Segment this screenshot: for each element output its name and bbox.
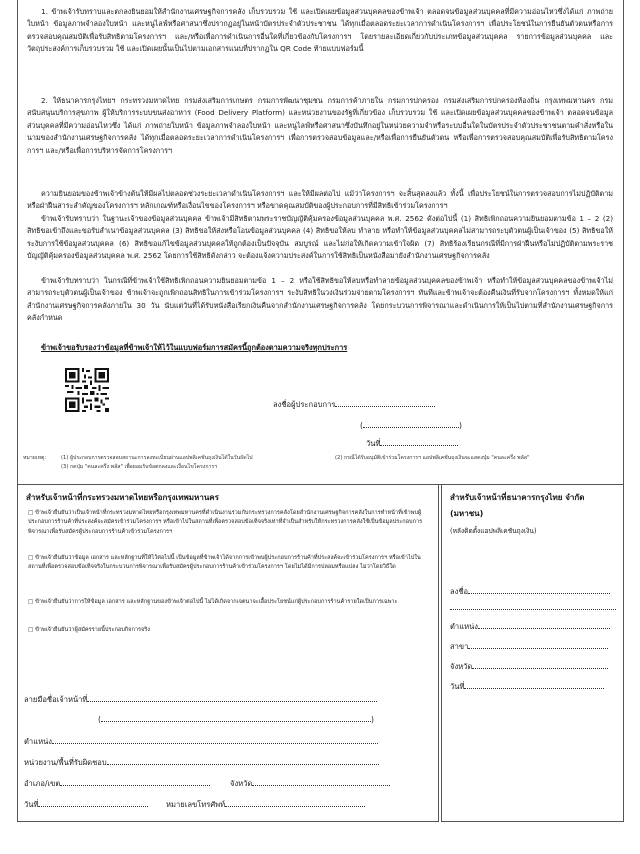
certification-statement: ข้าพเจ้าขอรับรองว่าข้อมูลที่ข้าพเจ้าให้ไว้ในแบบฟอร์มการสมัครนี้ถูกต้องตามความจริงทุกประการ bbox=[41, 343, 348, 352]
applicant-signature-label: ลงชื่อผู้ประกอบการ bbox=[273, 400, 336, 409]
qr-code-icon[interactable] bbox=[65, 368, 109, 412]
ministry-officer-section bbox=[17, 484, 439, 822]
ministry-phone-label: หมายเลขโทรศัพท์ bbox=[166, 800, 226, 809]
checkbox-icon[interactable]: □ bbox=[28, 555, 34, 561]
bank-signature-line[interactable] bbox=[450, 585, 610, 598]
consent-paragraph-2: 2. ให้ธนาคารกรุงไทยฯ กระทรวงมหาดไทย กรมส่งเสริมการเกษตร กรมการพัฒนาชุมชน กรมการค้าภายใน กรมการปกครอง กรมส่งเสริมการปกครองท้องถิ่น กรุงเทพมหานคร กรมสนับสนุนบริการสุขภาพ ผู้ให้บริการระบบขนส่งอาหาร (Food Delivery Platform) และหน่วยงานของรัฐที่เกี่ยวข้อง เก็บรวบรวม ใช้ และเปิดเผยข้อมูลส่วนบุคคลของข้าพเจ้า ตลอดจนข้อมูลส่วนบุคคลที่มีความอ่อนไหวซึ่ง ได้แก่ ภาพถ่ายใบหน้า ข้อมูลภาพจำลองใบหน้า และหนูไลฟ์หรือศาสนาซึ่งบันทึกอยู่ในหน่วยความจำหรือระบบอื่นใดในบัตรประจำตัวประชาชนตามคำสั่งหรือในนามของสำนักงานเศรษฐกิจการคลัง ได้ทุกเมื่อตลอดระยะเวลาการดำเนินโครงการฯ เพื่อการตรวจสอบข้อมูลและ/หรือเพื่อการยืนยันตัวตน หรือเพื่อการตรวจสอบคุณสมบัติเพื่อรับสิทธิตามโครงการฯ และ/หรือเพื่อการบริหารจัดการโครงการฯ bbox=[27, 96, 613, 155]
bank-position-label: ตำแหน่ง bbox=[450, 622, 478, 631]
ministry-agency-label: หน่วยงาน/พื้นที่รับผิดชอบ bbox=[24, 758, 107, 767]
bank-section-heading: สำหรับเจ้าหน้าที่ธนาคารกรุงไทย จำกัด bbox=[450, 493, 585, 502]
bank-officer-section bbox=[441, 484, 624, 822]
ministry-check-1[interactable]: □ ข้าพเจ้ายืนยันว่าเป็นเจ้าหน้าที่กระทรวงมหาดไทยหรือกรุงเทพมหานครที่ดำเนินงานร่วมกับกระทรวงการคลังโดยสำนักงานเศรษฐกิจการคลังในการทำหน้าที่เข้าพบผู้ประกอบการร้านค้าที่ประสงค์จะสมัครเข้าร่วมโครงการฯ หรือเข้าไปในสถานที่เพื่อตรวจสอบข้อเท็จจริงเท่าที่จำเป็นสำหรับให้กระทรวงการคลังใช้เป็นข้อมูลประกอบการพิจารณาเพื่อรับสมัครผู้ประกอบการร้านค้าเข้าร่วมโครงการฯ bbox=[28, 510, 423, 535]
notes-label: หมายเหตุ: bbox=[23, 455, 47, 461]
bank-date-label: วันที่ bbox=[450, 682, 465, 691]
ministry-position-line[interactable] bbox=[24, 735, 378, 748]
bank-date-line[interactable] bbox=[450, 680, 604, 693]
ministry-district-label: อำเภอ/เขต bbox=[24, 779, 61, 788]
applicant-signature-line[interactable] bbox=[273, 398, 435, 411]
consent-paragraph-3: ความยินยอมของข้าพเจ้าข้างต้นให้มีผลไปตลอดช่วงระยะเวลาดำเนินโครงการฯ และให้มีผลต่อไป แม้ว่าโครงการฯ จะสิ้นสุดลงแล้ว ทั้งนี้ เพื่อประโยชน์ในการตรวจสอบการไม่ปฏิบัติตามหรือฝ่าฝืนสาระสำคัญของโครงการฯ หลักเกณฑ์หรือเงื่อนไขของโครงการฯ หรือขาดคุณสมบัติของผู้ประกอบการที่มีสิทธิเข้าร่วมโครงการฯ bbox=[27, 189, 613, 211]
consent-paragraph-1: 1. ข้าพเจ้ารับทราบและตกลงยินยอมให้สำนักงานเศรษฐกิจการคลัง เก็บรวบรวม ใช้ และเปิดเผยข้อมูลส่วนบุคคลของข้าพเจ้า ตลอดจนข้อมูลส่วนบุคคลที่มีความอ่อนไหวซึ่งได้แก่ ภาพถ่ายใบหน้า ข้อมูลภาพจำลองใบหน้า และหนูไลฟ์หรือศาสนาซึ่งปรากฏอยู่ในหน้าบัตรประจำตัวประชาชน ได้ทุกเมื่อตลอดระยะเวลาการดำเนินโครงการฯ เพื่อประโยชน์ในการยืนยันตัวตนหรือการตรวจสอบคุณสมบัติเพื่อรับสิทธิตามโครงการฯ และ/หรือเพื่อการดำเนินการอื่นใดที่เกี่ยวข้องกับโครงการฯ โดยรายละเอียดเกี่ยวกับประเภทข้อมูลส่วนบุคคล รายการข้อมูลส่วนบุคคล และวัตถุประสงค์การเก็บรวบรวม ใช้ และเปิดเผยนั้นเป็นไปตามเอกสารแนบที่ปรากฏใน QR Code ท้ายแบบฟอร์มนี้ bbox=[27, 7, 613, 54]
checkbox-icon[interactable]: □ bbox=[28, 599, 34, 605]
ministry-position-label: ตำแหน่ง bbox=[24, 737, 52, 746]
note-3: (3) กดปุ่ม "คนละครึ่ง พลัส" เพื่อยอมรับข้อตกลงและเงื่อนไขโครงการฯ bbox=[61, 464, 218, 470]
note-2: (2) กรณีได้รับอนุมัติเข้าร่วมโครงการฯ แอปพลิเคชันถุงเงินจะแสดงปุ่ม "คนละครึ่ง พลัส" bbox=[335, 455, 530, 461]
ministry-date-label: วันที่ bbox=[24, 800, 39, 809]
bank-signature-label: ลงชื่อ bbox=[450, 587, 469, 596]
applicant-date-line[interactable] bbox=[366, 437, 458, 450]
bank-province-line[interactable] bbox=[450, 660, 608, 673]
note-1: (1) ผู้ประกอบการตรวจสอบสถานะการลงทะเบียนผ่านแอปพลิเคชันถุงเงินได้ในวันถัดไป bbox=[61, 455, 253, 461]
bank-branch-line[interactable] bbox=[450, 640, 608, 653]
ministry-phone-line[interactable] bbox=[166, 798, 365, 811]
ministry-section-heading: สำหรับเจ้าหน้าที่กระทรวงมหาดไทยหรือกรุงเทพมหานคร bbox=[26, 493, 219, 502]
ministry-signature-label: ลายมือชื่อเจ้าหน้าที่ bbox=[24, 695, 88, 704]
rights-paragraph: ข้าพเจ้ารับทราบว่า ในฐานะเจ้าของข้อมูลส่วนบุคคล ข้าพเจ้ามีสิทธิตามพระราชบัญญัติคุ้มครองข้อมูลส่วนบุคคล พ.ศ. 2562 ดังต่อไปนี้ (1) สิทธิเพิกถอนความยินยอมตามข้อ 1 – 2 (2) สิทธิขอเข้าถึงและขอรับสำเนาข้อมูลส่วนบุคคล (3) สิทธิขอให้ส่งหรือโอนข้อมูลส่วนบุคคล (4) สิทธิขอให้ลบ ทำลาย หรือทำให้ข้อมูลส่วนบุคคลไม่สามารถระบุตัวตนผู้เป็นเจ้าของ (5) สิทธิขอให้ระงับการใช้ข้อมูลส่วนบุคคล (6) สิทธิขอแก้ไขข้อมูลส่วนบุคคลให้ถูกต้องเป็นปัจจุบัน สมบูรณ์ และไม่ก่อให้เกิดความเข้าใจผิด (7) สิทธิร้องเรียนกรณีที่มีการฝ่าฝืนหรือไม่ปฏิบัติตามพระราชบัญญัติคุ้มครองข้อมูลส่วนบุคคล พ.ศ. 2562 โดยการใช้สิทธิดังกล่าว จะต้องแจ้งความประสงค์ในการใช้สิทธิเป็นหนังสือมายังสำนักงานเศรษฐกิจการคลัง bbox=[27, 214, 613, 261]
ministry-district-line[interactable] bbox=[24, 777, 210, 790]
checkbox-icon[interactable]: □ bbox=[28, 627, 34, 633]
applicant-name-line[interactable]: ( ) bbox=[360, 421, 462, 430]
ministry-name-line[interactable]: ( ) bbox=[98, 715, 374, 724]
revocation-paragraph: ข้าพเจ้ารับทราบว่า ในกรณีที่ข้าพเจ้าใช้สิทธิเพิกถอนความยินยอมตามข้อ 1 – 2 หรือใช้สิทธิขอให้ลบหรือทำลายข้อมูลส่วนบุคคลของข้าพเจ้า หรือทำให้ข้อมูลส่วนบุคคลของข้าพเจ้าไม่สามารถระบุตัวตนผู้เป็นเจ้าของ ข้าพเจ้าจะถูกเพิกถอนสิทธิในการเข้าร่วมโครงการฯ ระงับสิทธิในวงเงินร่วมจ่ายตามโครงการฯ ทันทีและข้าพเจ้าจะต้องคืนเงินที่รับจากโครงการฯ ทั้งหมดให้แก่สำนักงานเศรษฐกิจการคลังภายใน 30 วัน นับแต่วันที่ได้รับหนังสือเรียกเงินคืนจากสำนักงานเศรษฐกิจการคลัง โดยกระบวนการพิจารณาและดำเนินการให้เป็นไปตามที่สำนักงานเศรษฐกิจการคลังกำหนด bbox=[27, 276, 613, 323]
ministry-check-4[interactable]: □ ข้าพเจ้ายืนยันว่าผู้สมัครรายนี้ประกอบกิจการจริง bbox=[28, 627, 150, 633]
ministry-province-label: จังหวัด bbox=[230, 779, 253, 788]
applicant-date-label: วันที่ bbox=[366, 439, 381, 448]
bank-section-subheading: (หลังติดตั้งแอปพลิเคชันถุงเงิน) bbox=[450, 527, 537, 535]
bank-name-line[interactable] bbox=[450, 601, 616, 612]
checkbox-icon[interactable]: □ bbox=[28, 510, 34, 516]
ministry-agency-line[interactable] bbox=[24, 756, 379, 769]
ministry-check-3[interactable]: □ ข้าพเจ้ายืนยันว่าการให้ข้อมูล เอกสาร และหลักฐานของข้าพเจ้าต่อไปนี้ ไม่ได้เกิดจากเจตนาจะเอื้อประโยชน์แก่ผู้ประกอบการร้านค้ารายใดเป็นการเฉพาะ bbox=[28, 599, 398, 605]
ministry-signature-line[interactable] bbox=[24, 693, 377, 706]
bank-branch-label: สาขา bbox=[450, 642, 469, 651]
ministry-date-line[interactable] bbox=[24, 798, 148, 811]
bank-position-line[interactable] bbox=[450, 620, 610, 633]
consent-form-page bbox=[17, 0, 624, 832]
ministry-province-line[interactable] bbox=[230, 777, 390, 790]
bank-section-heading-2: (มหาชน) bbox=[450, 509, 484, 518]
ministry-check-2[interactable]: □ ข้าพเจ้ายืนยันว่าข้อมูล เอกสาร และหลักฐานที่ให้ไว้ต่อไปนี้ เป็นข้อมูลที่ข้าพเจ้าได้จากการเข้าพบผู้ประกอบการร้านค้าที่ประสงค์จะเข้าร่วมโครงการฯ หรือเข้าไปในสถานที่เพื่อตรวจสอบข้อเท็จจริงในกระบวนการพิจารณาเพื่อรับสมัครผู้ประกอบการร้านค้าเข้าร่วมโครงการฯ โดยไม่ได้มีการปลอมหรือแปลง ไม่ว่าโดยวิธีใด bbox=[28, 555, 421, 571]
bank-province-label: จังหวัด bbox=[450, 662, 473, 671]
